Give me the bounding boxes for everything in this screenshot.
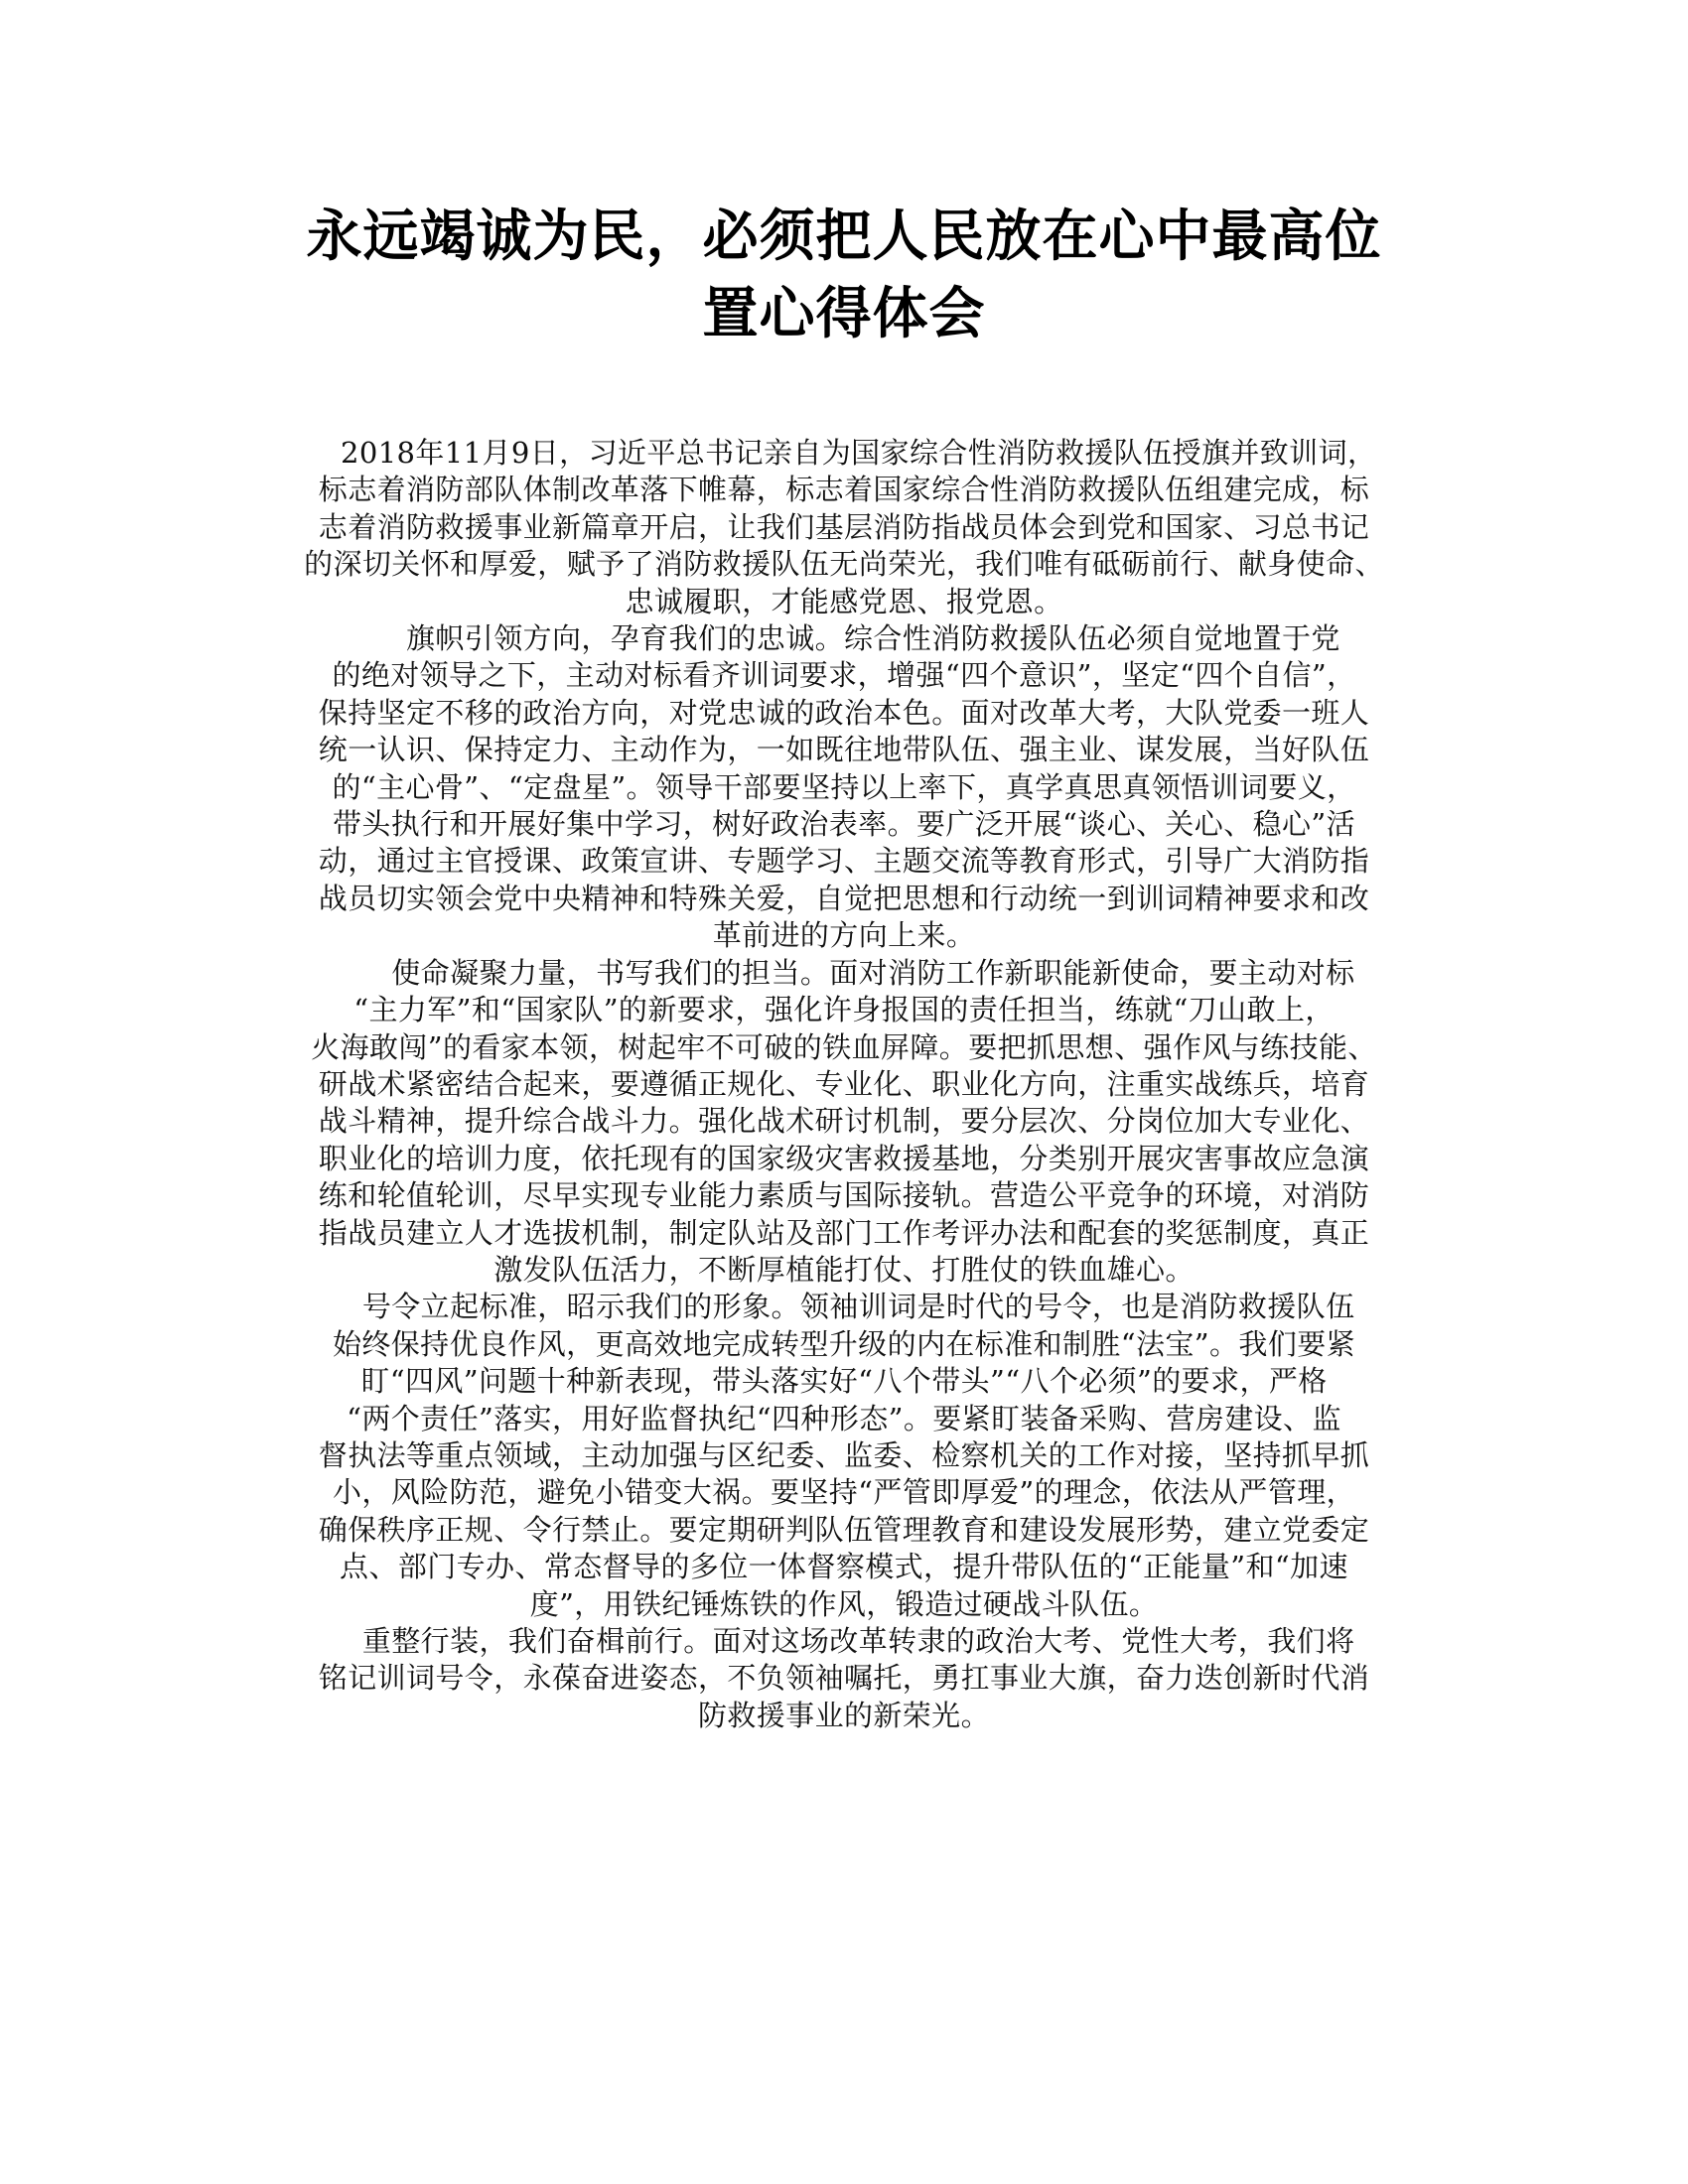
text-line: 战员切实领会党中央精神和特殊关爱，自觉把思想和行动统一到训词精神要求和改: [318, 881, 1370, 915]
text-line: 指战员建立人才选拔机制，制定队站及部门工作考评办法和配套的奖惩制度，真正: [318, 1215, 1370, 1250]
text-line: 职业化的培训力度，依托现有的国家级灾害救援基地，分类别开展灾害事故应急演: [318, 1141, 1370, 1175]
text-line: 小，风险防范，避免小错变大祸。要坚持“严管即厚爱”的理念，依法从严管理，: [332, 1475, 1356, 1510]
paragraph-intro: [248, 435, 1440, 620]
paragraph-mission: [248, 955, 1440, 1290]
text-line: 标志着消防部队体制改革落下帷幕，标志着国家综合性消防救援队伍组建完成，标: [318, 473, 1370, 507]
text-line: 号令立起标准，昭示我们的形象。领袖训词是时代的号令，也是消防救援队伍: [333, 1290, 1355, 1324]
title-line: 置心得体会: [702, 282, 986, 346]
text-line: 的绝对领导之下，主动对标看齐训词要求，增强“四个意识”，坚定“四个自信”，: [332, 658, 1356, 693]
text-line: 研战术紧密结合起来，要遵循正规化、专业化、职业化方向，注重实战练兵，培育: [318, 1066, 1370, 1101]
text-line: 使命凝聚力量，书写我们的担当。面对消防工作新职能新使命，要主动对标: [333, 955, 1355, 990]
title-line: 永远竭诚为民，必须把人民放在心中最高位: [306, 205, 1382, 269]
text-line: 革前进的方向上来。: [712, 918, 976, 953]
text-line: 防救援事业的新荣光。: [697, 1698, 990, 1732]
text-line: 战斗精神，提升综合战斗力。强化战术研讨机制，要分层次、分岗位加大专业化、: [318, 1104, 1370, 1139]
text-line: 的深切关怀和厚爱，赋予了消防救援队伍无尚荣光，我们唯有砥砺前行、献身使命、: [304, 547, 1384, 582]
text-line: 督执法等重点领域，主动加强与区纪委、监委、检察机关的工作对接，坚持抓早抓: [318, 1437, 1370, 1472]
text-line: 始终保持优良作风，更高效地完成转型升级的内在标准和制胜“法宝”。我们要紧: [332, 1326, 1356, 1361]
text-line: 旗帜引领方向，孕育我们的忠诚。综合性消防救援队伍必须自觉地置于党: [348, 621, 1340, 656]
text-line: 统一认识、保持定力、主动作为，一如既往地带队伍、强主业、谋发展，当好队伍: [318, 733, 1370, 767]
text-line: 保持坚定不移的政治方向，对党忠诚的政治本色。面对改革大考，大队党委一班人: [318, 695, 1370, 730]
text-line: 练和轮值轮训，尽早实现专业能力素质与国际接轨。营造公平竞争的环境，对消防: [318, 1178, 1370, 1213]
text-line: 度”，用铁纪锤炼铁的作风，锻造过硬战斗队伍。: [529, 1586, 1159, 1621]
text-line: 火海敢闯”的看家本领，树起牢不可破的铁血屏障。要把抓思想、强作风与练技能、: [311, 1029, 1377, 1064]
text-line: 重整行装，我们奋楫前行。面对这场改革转隶的政治大考、党性大考，我们将: [333, 1624, 1355, 1658]
text-line: “主力军”和“国家队”的新要求，强化许身报国的责任担当，练就“刀山敢上，: [353, 993, 1335, 1027]
text-line: 带头执行和开展好集中学习，树好政治表率。要广泛开展“谈心、关心、稳心”活: [332, 807, 1356, 842]
text-line: 动，通过主官授课、政策宣讲、专题学习、主题交流等教育形式，引导广大消防指: [318, 844, 1370, 879]
text-line: 铭记训词号令，永葆奋进姿态，不负领袖嘱托，勇扛事业大旗，奋力迭创新时代消: [318, 1661, 1370, 1696]
text-line: 激发队伍活力，不断厚植能打仗、打胜仗的铁血雄心。: [493, 1252, 1195, 1287]
paragraph-loyalty: [248, 620, 1440, 955]
text-line: 忠诚履职，才能感党恩、报党恩。: [625, 584, 1063, 618]
text-line: “两个责任”落实，用好监督执纪“四种形态”。要紧盯装备采购、营房建设、监: [347, 1401, 1341, 1435]
document-body: [248, 435, 1440, 1734]
text-line: 点、部门专办、常态督导的多位一体督察模式，提升带队伍的“正能量”和“加速: [340, 1550, 1348, 1584]
paragraph-conclusion: [248, 1623, 1440, 1734]
text-line: 志着消防救援事业新篇章开启，让我们基层消防指战员体会到党和国家、习总书记: [318, 509, 1370, 544]
text-line: 2018年11月9日，习近平总书记亲自为国家综合性消防救援队伍授旗并致训词，: [311, 436, 1377, 470]
document-title: [199, 199, 1489, 353]
paragraph-standards: [248, 1289, 1440, 1623]
text-line: 确保秩序正规、令行禁止。要定期研判队伍管理教育和建设发展形势，建立党委定: [318, 1512, 1370, 1547]
text-line: 的“主心骨”、“定盘星”。领导干部要坚持以上率下，真学真思真领悟训词要义，: [332, 769, 1356, 804]
text-line: 盯“四风”问题十种新表现，带头落实好“八个带头”“八个必须”的要求，严格: [360, 1364, 1328, 1399]
